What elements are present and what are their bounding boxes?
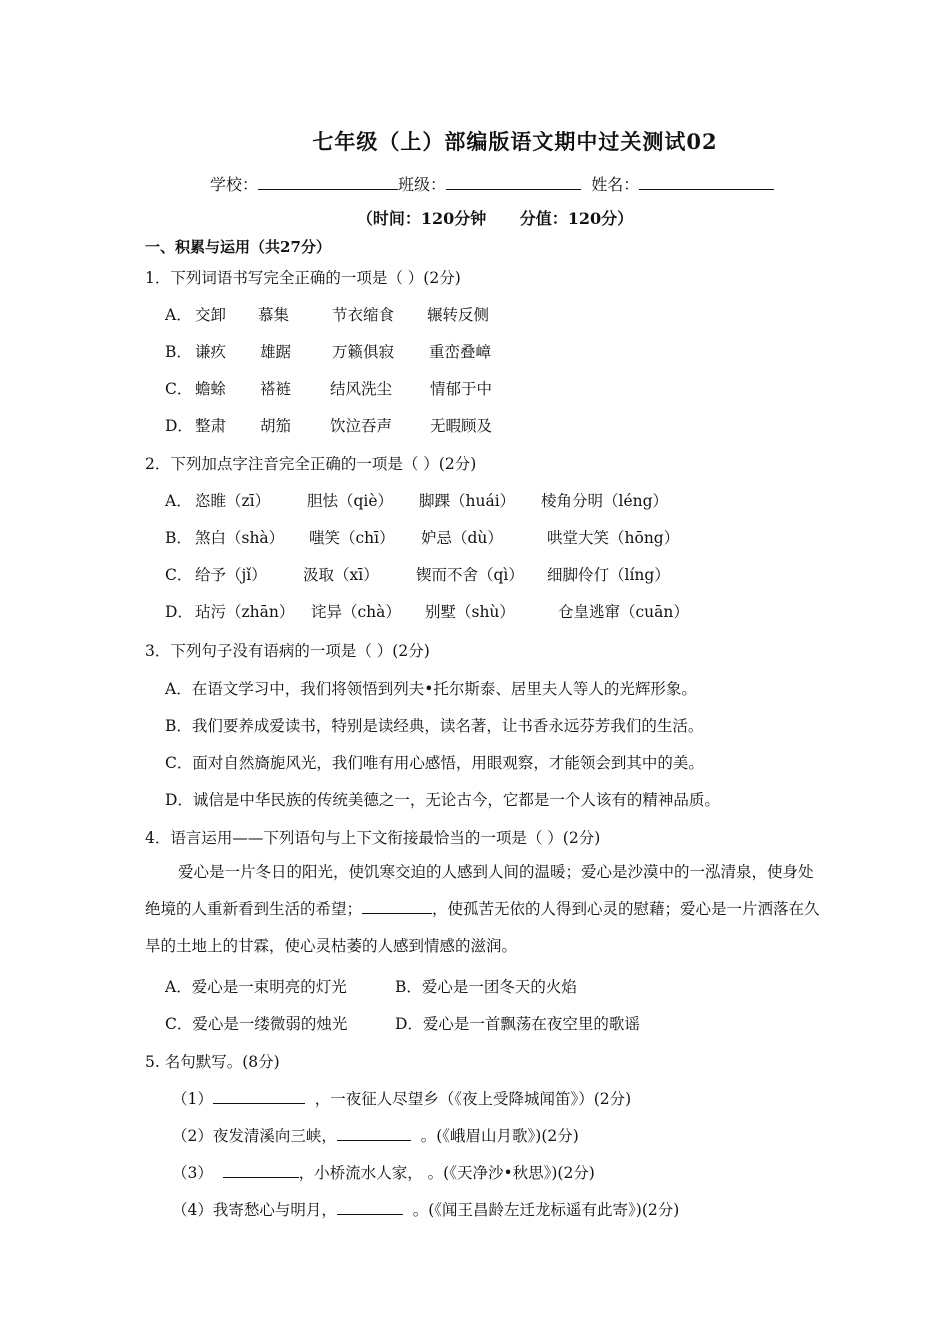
q3-option-d[interactable]: D．诚信是中华民族的传统美德之一，无论古今，它都是一个人该有的精神品质。 <box>165 791 720 809</box>
option-word: 锲而不舍（qì） <box>416 566 524 584</box>
item-text: 。(《闻王昌龄左迁龙标遥有此寄》)(2分) <box>412 1201 680 1219</box>
option-word: 交卸 <box>195 306 227 324</box>
option-label: B． <box>165 529 192 547</box>
school-blank[interactable] <box>258 173 398 190</box>
option-word: 节衣缩食 <box>332 306 395 324</box>
option-word: 细脚伶仃（líng） <box>547 566 670 584</box>
q1-option-d[interactable] <box>165 414 492 436</box>
option-label: C． <box>165 380 193 398</box>
passage-text: 爱心是一片冬日的阳光，使饥寒交迫的人感到人间的温暖；爱心是沙漠中的一泓清泉，使身处绝境的人重新看到生活的希望； <box>145 863 814 918</box>
item-text: （4）我寄愁心与明月， <box>172 1201 337 1219</box>
option-word: 重峦叠嶂 <box>429 343 492 361</box>
student-info-line <box>210 172 774 195</box>
fill-blank[interactable] <box>337 1125 411 1141</box>
q4-passage <box>145 854 825 965</box>
option-label: A． <box>165 306 192 324</box>
q5-item-2 <box>172 1124 579 1146</box>
q1-option-a[interactable] <box>165 303 489 325</box>
option-word: 棱角分明（léng） <box>541 492 669 510</box>
fill-blank[interactable] <box>223 1162 299 1178</box>
fill-blank[interactable] <box>213 1088 305 1104</box>
option-word: 褡裢 <box>260 380 292 398</box>
time-score-info: （时间：120分钟 分值：120分） <box>356 209 634 228</box>
option-word: 诧异（chà） <box>311 603 401 621</box>
q5-item-4 <box>172 1198 679 1220</box>
q5-item-3 <box>172 1161 595 1183</box>
option-word: 饮泣吞声 <box>330 417 393 435</box>
question-3-stem: 3．下列句子没有语病的一项是（ ）(2分) <box>145 642 430 660</box>
q4-option-c[interactable]: C．爱心是一缕微弱的烛光 <box>165 1015 348 1033</box>
option-word: 辗转反侧 <box>427 306 490 324</box>
fill-blank[interactable] <box>337 1199 403 1215</box>
q3-option-c[interactable]: C．面对自然旖旎风光，我们唯有用心感悟，用眼观察，才能领会到其中的美。 <box>165 754 704 772</box>
item-text: （1） <box>172 1090 213 1108</box>
q4-options-row-1 <box>165 975 577 997</box>
item-text: ，小桥流水人家， 。(《天净沙•秋思》)(2分) <box>298 1164 595 1182</box>
option-word: 哄堂大笑（hōng） <box>547 529 680 547</box>
option-word: 妒忌（dù） <box>421 529 503 547</box>
q2-option-a[interactable] <box>165 489 668 511</box>
q4-option-a[interactable]: A．爱心是一束明亮的灯光 <box>165 978 347 996</box>
q4-option-b[interactable]: B．爱心是一团冬天的火焰 <box>395 978 577 996</box>
option-word: 胆怯（qiè） <box>307 492 394 510</box>
question-5-stem: 5. 名句默写。(8分) <box>145 1053 280 1071</box>
option-label: B． <box>165 343 192 361</box>
item-text: ，一夜征人尽望乡（《夜上受降城闻笛》）(2分) <box>314 1090 632 1108</box>
school-label: 学校： <box>210 175 259 194</box>
option-word: 谦疚 <box>195 343 227 361</box>
q2-option-b[interactable] <box>165 526 679 548</box>
q2-option-d[interactable] <box>165 600 689 622</box>
option-word: 整肃 <box>195 417 227 435</box>
option-label: D． <box>165 603 193 621</box>
q2-option-c[interactable] <box>165 563 670 585</box>
option-word: 无暇顾及 <box>430 417 493 435</box>
option-word: 情郁于中 <box>430 380 493 398</box>
q4-options-row-2 <box>165 1012 640 1034</box>
option-word: 给予（jǐ） <box>195 566 267 584</box>
item-text: （3） <box>172 1164 213 1182</box>
question-2-stem: 2．下列加点字注音完全正确的一项是（ ）(2分) <box>145 455 477 473</box>
item-text: 。(《峨眉山月歌》)(2分) <box>420 1127 579 1145</box>
option-word: 嗤笑（chī） <box>309 529 395 547</box>
name-blank[interactable] <box>639 173 774 190</box>
option-word: 别墅（shù） <box>425 603 515 621</box>
option-label: C． <box>165 566 193 584</box>
option-label: A． <box>165 492 192 510</box>
q3-option-b[interactable]: B．我们要养成爱读书，特别是读经典，读名著，让书香永远芬芳我们的生活。 <box>165 717 704 735</box>
option-word: 仓皇逃窜（cuān） <box>558 603 689 621</box>
q4-option-d[interactable]: D．爱心是一首飘荡在夜空里的歌谣 <box>395 1015 640 1033</box>
page-title: 七年级（上）部编版语文期中过关测试02 <box>312 129 718 154</box>
option-label: D． <box>165 417 193 435</box>
question-4-stem: 4．语言运用——下列语句与上下文衔接最恰当的一项是（ ）(2分) <box>145 829 601 847</box>
q3-option-a[interactable]: A．在语文学习中，我们将领悟到列夫•托尔斯泰、居里夫人等人的光辉形象。 <box>165 680 697 698</box>
section-heading: 一、积累与运用（共27分） <box>145 238 331 256</box>
option-word: 煞白（shà） <box>195 529 285 547</box>
option-word: 蟾蜍 <box>195 380 227 398</box>
name-label: 姓名： <box>591 175 640 194</box>
option-word: 慕集 <box>258 306 290 324</box>
q1-option-b[interactable] <box>165 340 491 362</box>
passage-blank[interactable] <box>362 898 432 914</box>
option-word: 万籁俱寂 <box>332 343 395 361</box>
passage-text: ，使孤苦无依的人得到心灵的慰藉；爱心是一片洒落在久旱的土地上的甘霖，使心灵枯萎的人感到情感的滋润。 <box>145 900 820 955</box>
option-word: 玷污（zhān） <box>195 603 295 621</box>
item-text: （2）夜发清溪向三峡， <box>172 1127 337 1145</box>
q5-item-1 <box>172 1087 631 1109</box>
class-blank[interactable] <box>446 173 581 190</box>
class-label: 班级： <box>398 175 447 194</box>
question-1-stem: 1．下列词语书写完全正确的一项是（ ）(2分) <box>145 269 461 287</box>
option-word: 汲取（xī） <box>303 566 379 584</box>
option-word: 雄踞 <box>260 343 292 361</box>
option-word: 胡笳 <box>260 417 292 435</box>
option-word: 脚踝（huái） <box>419 492 516 510</box>
option-word: 结风洗尘 <box>330 380 393 398</box>
q1-option-c[interactable] <box>165 377 492 399</box>
option-word: 恣睢（zī） <box>195 492 271 510</box>
